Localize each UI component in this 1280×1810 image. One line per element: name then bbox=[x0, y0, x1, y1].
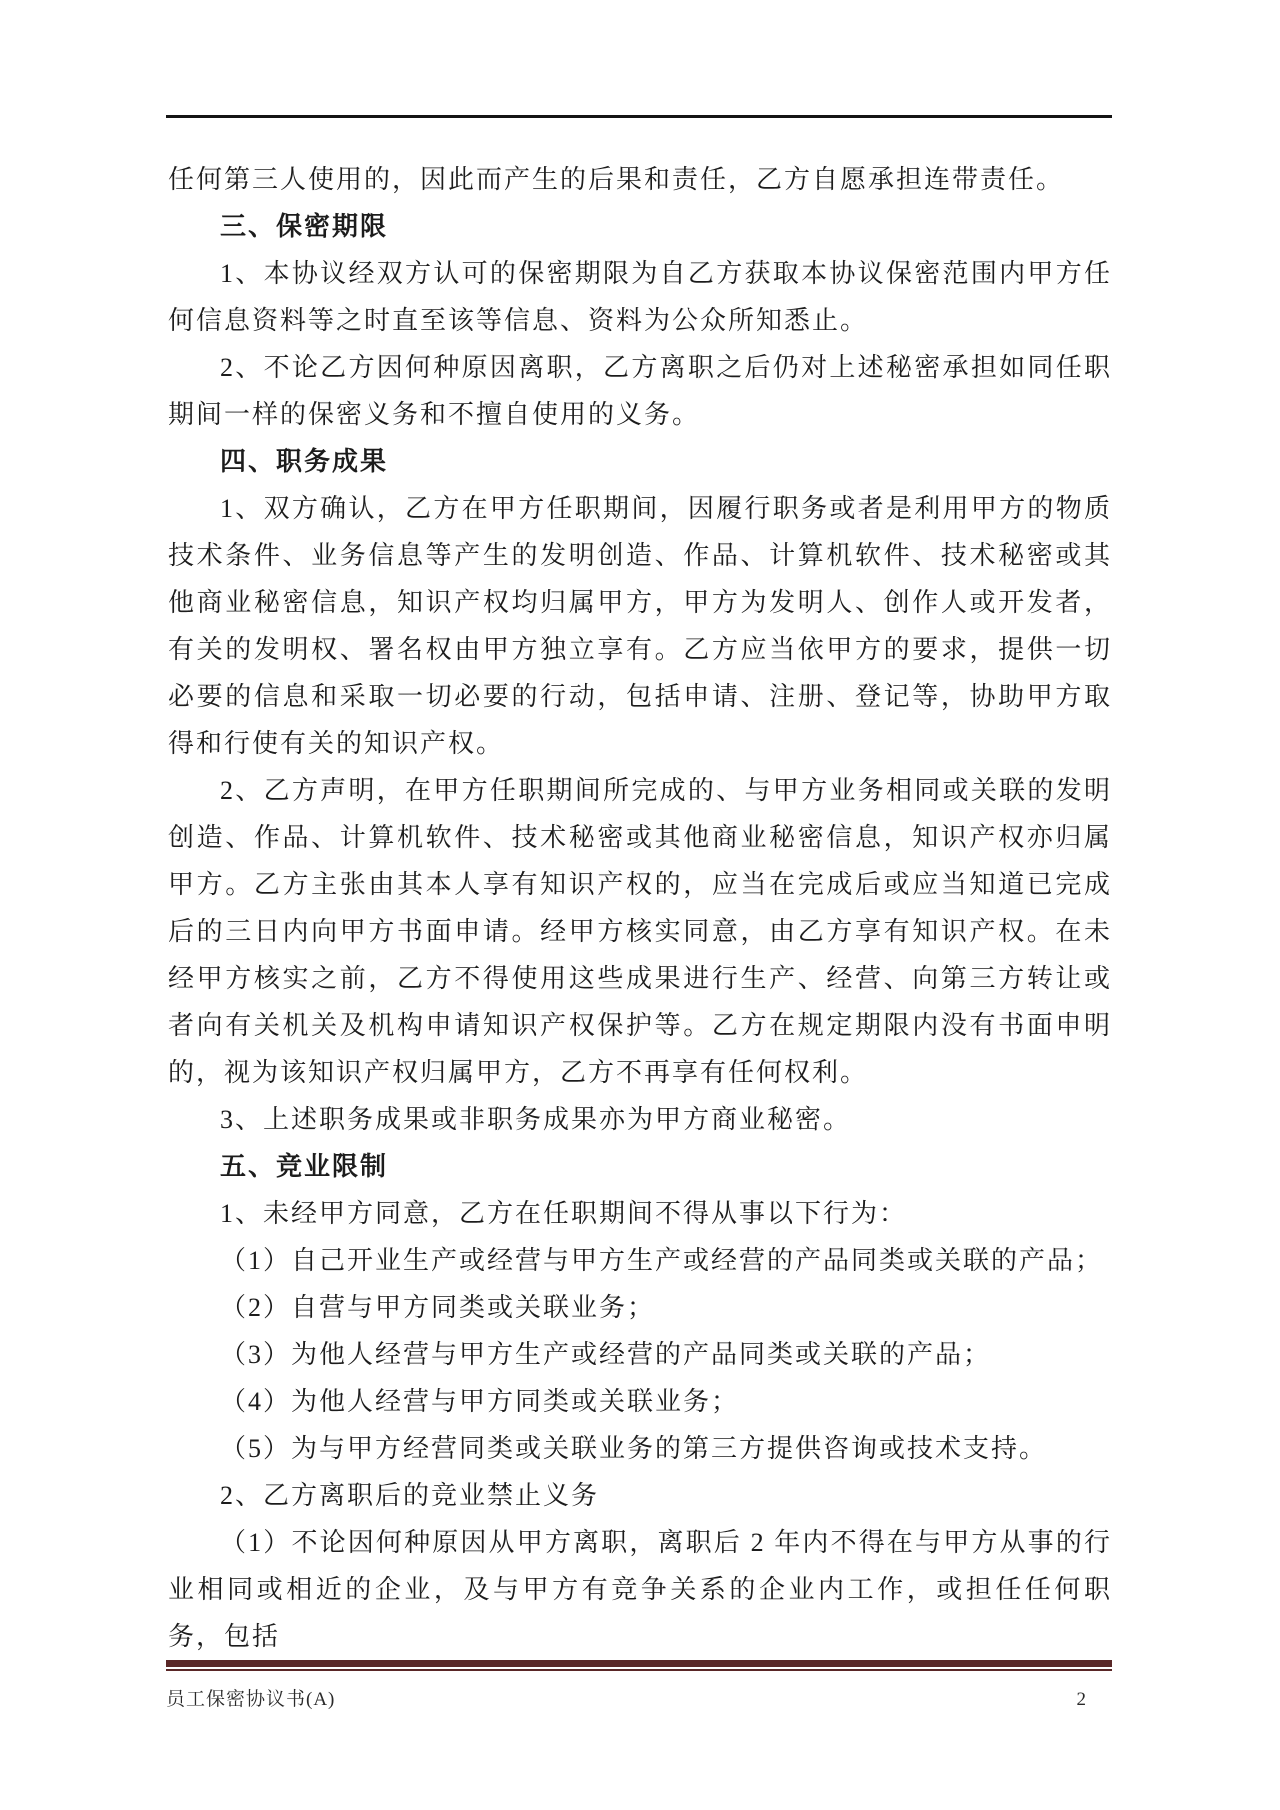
paragraph: 任何第三人使用的，因此而产生的后果和责任，乙方自愿承担连带责任。 bbox=[168, 165, 1065, 194]
section-heading: 五、竞业限制 bbox=[220, 1151, 389, 1181]
paragraph: 2、不论乙方因何种原因离职，乙方离职之后仍对上述秘密承担如同任职期间一样的保密义务和不擅自使用的义务。 bbox=[168, 353, 1112, 429]
header-rule bbox=[166, 115, 1112, 118]
paragraph: （3）为他人经营与甲方生产或经营的产品同类或关联的产品； bbox=[220, 1340, 992, 1369]
footer-rule-thin bbox=[166, 1669, 1112, 1671]
footer-rule-thick bbox=[166, 1660, 1112, 1667]
document-body bbox=[168, 156, 1112, 1660]
section-heading: 四、职务成果 bbox=[220, 446, 389, 476]
footer-page-number: 2 bbox=[1076, 1689, 1086, 1710]
paragraph: 3、上述职务成果或非职务成果亦为甲方商业秘密。 bbox=[220, 1105, 852, 1134]
footer-row bbox=[166, 1684, 1112, 1711]
section-heading: 三、保密期限 bbox=[220, 211, 389, 241]
paragraph: （5）为与甲方经营同类或关联业务的第三方提供咨询或技术支持。 bbox=[220, 1434, 1048, 1463]
paragraph: （1）自己开业生产或经营与甲方生产或经营的产品同类或关联的产品； bbox=[220, 1246, 1104, 1275]
paragraph: 1、本协议经双方认可的保密期限为自乙方获取本协议保密范围内甲方任何信息资料等之时直至该等信息、资料为公众所知悉止。 bbox=[168, 259, 1112, 335]
paragraph: （1）不论因何种原因从甲方离职，离职后 2 年内不得在与甲方从事的行业相同或相近的企业，及与甲方有竞争关系的企业内工作，或担任任何职务，包括 bbox=[168, 1528, 1112, 1651]
paragraph: （2）自营与甲方同类或关联业务； bbox=[220, 1293, 656, 1322]
paragraph: 1、双方确认，乙方在甲方任职期间，因履行职务或者是利用甲方的物质技术条件、业务信息等产生的发明创造、作品、计算机软件、技术秘密或其他商业秘密信息，知识产权均归属甲方，甲方为发明人、创作人或开发者，有关的发明权、署名权由甲方独立享有。乙方应当依甲方的要求，提供一切必要的信息和采取一切必要的行动，包括申请、注册、登记等，协助甲方取得和行使有关的知识产权。 bbox=[168, 494, 1112, 758]
paragraph: 2、乙方离职后的竞业禁止义务 bbox=[220, 1481, 600, 1510]
footer-doc-title: 员工保密协议书(A) bbox=[166, 1689, 336, 1710]
paragraph: （4）为他人经营与甲方同类或关联业务； bbox=[220, 1387, 740, 1416]
page-footer bbox=[166, 1660, 1112, 1711]
paragraph: 2、乙方声明，在甲方任职期间所完成的、与甲方业务相同或关联的发明创造、作品、计算机软件、技术秘密或其他商业秘密信息，知识产权亦归属甲方。乙方主张由其本人享有知识产权的，应当在完成后或应当知道已完成后的三日内向甲方书面申请。经甲方核实同意，由乙方享有知识产权。在未经甲方核实之前，乙方不得使用这些成果进行生产、经营、向第三方转让或者向有关机关及机构申请知识产权保护等。乙方在规定期限内没有书面申明的，视为该知识产权归属甲方，乙方不再享有任何权利。 bbox=[168, 776, 1112, 1087]
paragraph: 1、未经甲方同意，乙方在任职期间不得从事以下行为： bbox=[220, 1199, 908, 1228]
